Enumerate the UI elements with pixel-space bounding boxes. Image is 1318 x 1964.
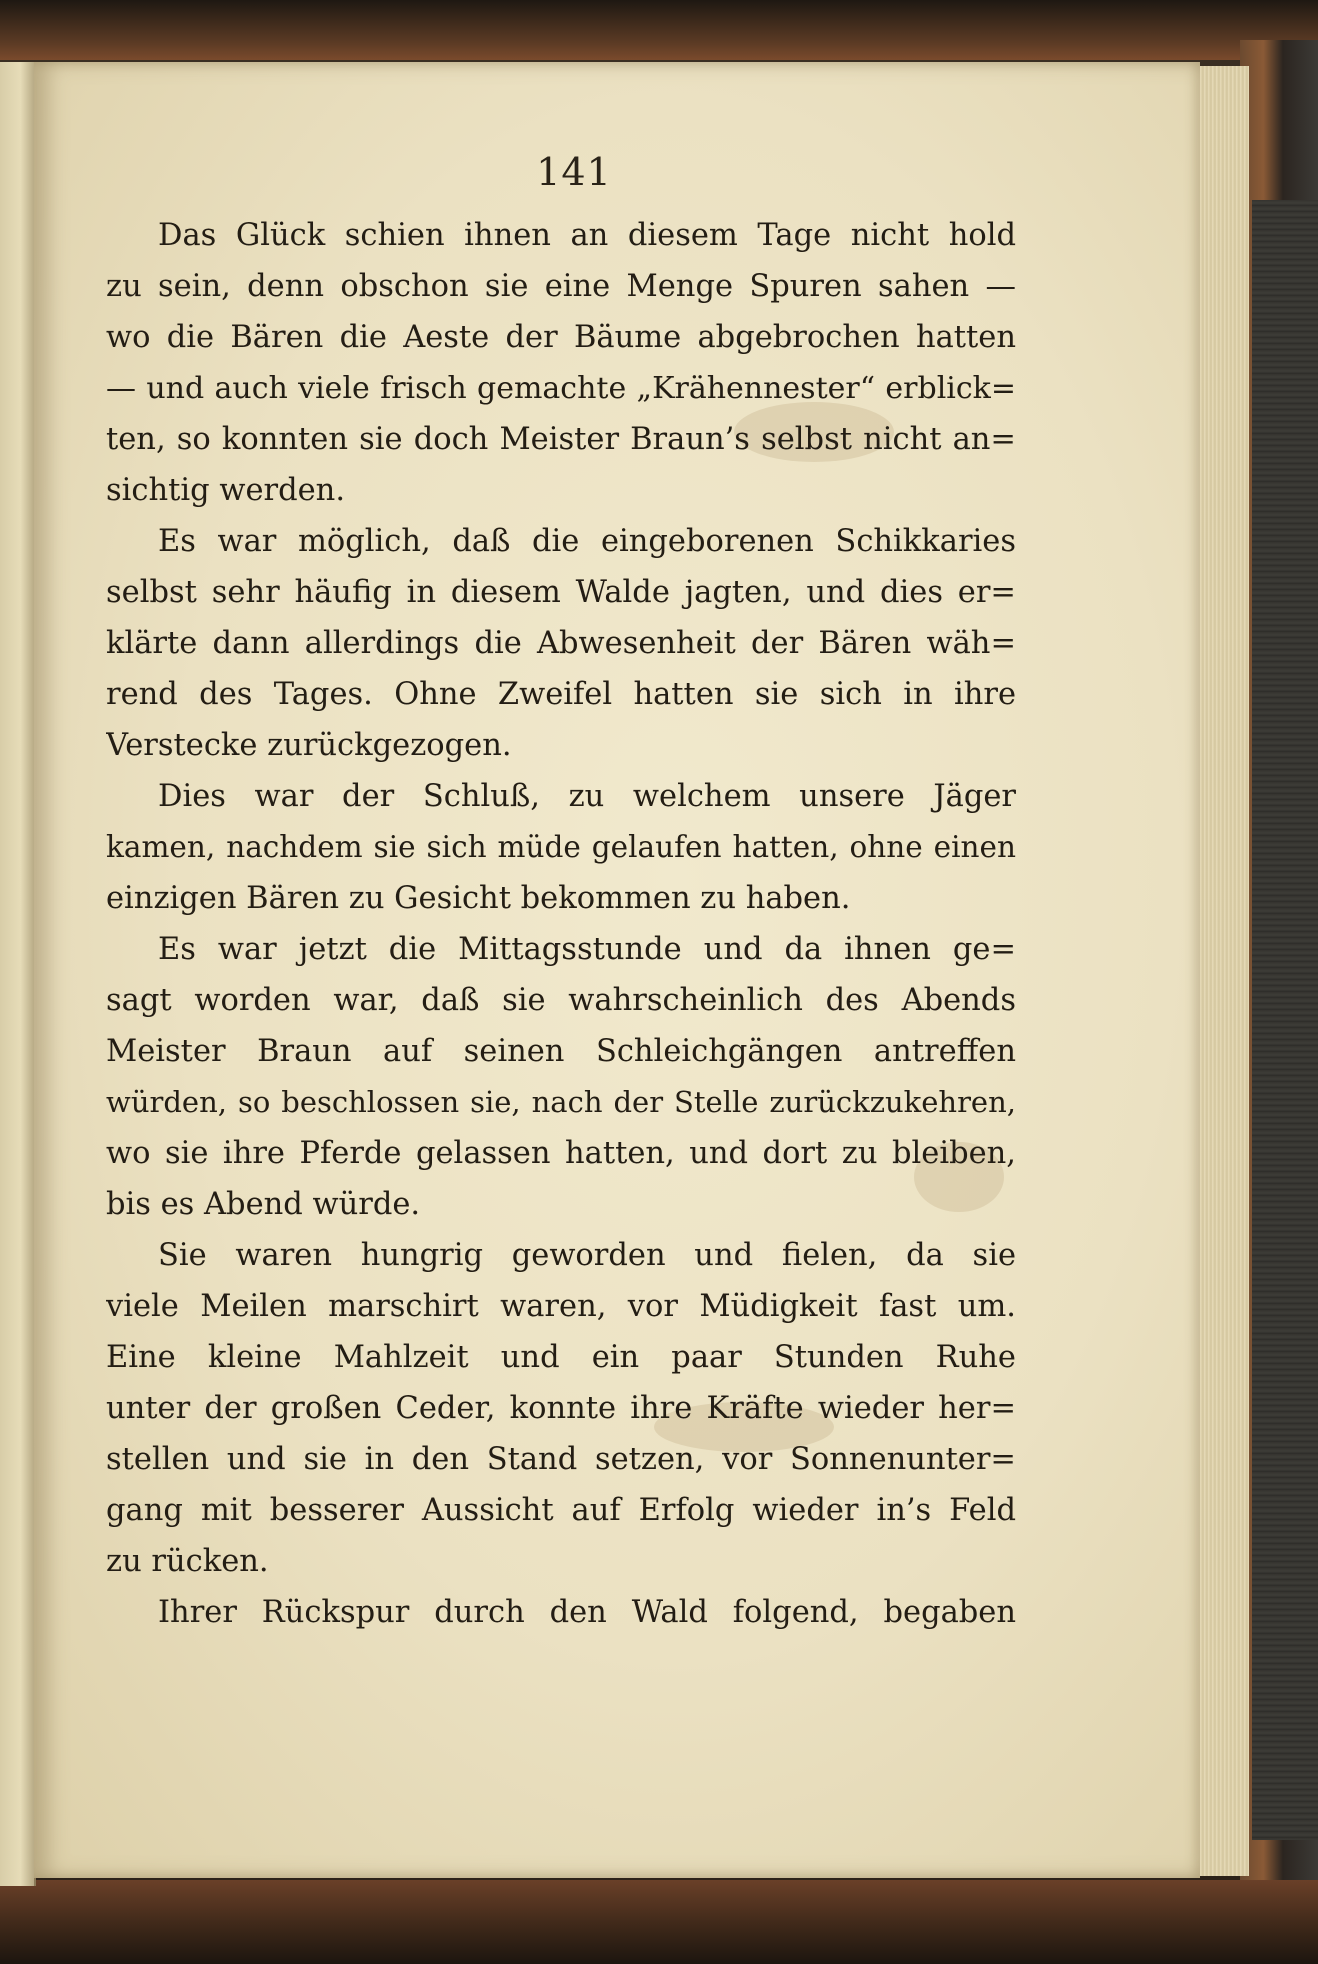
text-line: Dies war der Schluß, zu welchem unsere Jäger — [158, 779, 1016, 814]
text-line: wo sie ihre Pferde gelassen hatten, und dort zu bleiben, — [106, 1136, 1016, 1171]
text-line: Sie waren hungrig geworden und fielen, da sie — [158, 1238, 1016, 1273]
book-page — [34, 62, 1200, 1878]
text-line: sagt worden war, daß sie wahrscheinlich des Abends — [106, 983, 1016, 1018]
text-line: zu sein, denn obschon sie eine Menge Spuren sahen — — [106, 269, 1016, 304]
text-line: Es war möglich, daß die eingeborenen Schikkaries — [158, 524, 1016, 559]
facing-page-edge — [0, 62, 36, 1886]
text-line: rend des Tages. Ohne Zweifel hatten sie sich in ihre — [106, 677, 1016, 712]
text-line: sichtig werden. — [106, 473, 346, 508]
text-line: stellen und sie in den Stand setzen, vor Sonnenunter= — [106, 1442, 1016, 1477]
text-line: selbst sehr häufig in diesem Walde jagten, und dies er= — [106, 575, 1016, 610]
text-line: Eine kleine Mahlzeit und ein paar Stunden Ruhe — [106, 1340, 1016, 1375]
text-line: unter der großen Ceder, konnte ihre Kräfte wieder her= — [106, 1391, 1016, 1426]
body-text — [106, 210, 1016, 1638]
text-line: würden, so beschlossen sie, nach der Stelle zurückzukehren, — [106, 1085, 1016, 1119]
text-line: kamen, nachdem sie sich müde gelaufen hatten, ohne einen — [106, 830, 1016, 864]
text-line: Verstecke zurückgezogen. — [106, 728, 512, 763]
text-line: — und auch viele frisch gemachte „Krähennester“ erblick= — [106, 371, 1016, 406]
text-line: wo die Bären die Aeste der Bäume abgebrochen hatten — [106, 320, 1016, 355]
page-number: 141 — [536, 150, 612, 194]
text-line: Das Glück schien ihnen an diesem Tage nicht hold — [158, 218, 1016, 253]
text-line: ten, so konnten sie doch Meister Braun’s selbst nicht an= — [106, 422, 1016, 457]
text-line: zu rücken. — [106, 1544, 269, 1579]
text-line: Ihrer Rückspur durch den Wald folgend, begaben — [158, 1595, 1016, 1630]
text-line: viele Meilen marschirt waren, vor Müdigkeit fast um. — [106, 1289, 1016, 1324]
text-line: einzigen Bären zu Gesicht bekommen zu haben. — [106, 881, 851, 916]
book-cover-top-edge — [0, 0, 1318, 60]
text-line: klärte dann allerdings die Abwesenheit der Bären wäh= — [106, 626, 1016, 661]
page-stack-edge — [1196, 66, 1249, 1876]
text-line: Es war jetzt die Mittagsstunde und da ihnen ge= — [158, 932, 1016, 967]
text-line: Meister Braun auf seinen Schleichgängen antreffen — [106, 1034, 1016, 1069]
text-line: bis es Abend würde. — [106, 1187, 421, 1222]
book-cover-bottom-edge — [0, 1880, 1318, 1964]
text-line: gang mit besserer Aussicht auf Erfolg wieder in’s Feld — [106, 1493, 1016, 1528]
book-spine-cloth — [1252, 200, 1318, 1840]
